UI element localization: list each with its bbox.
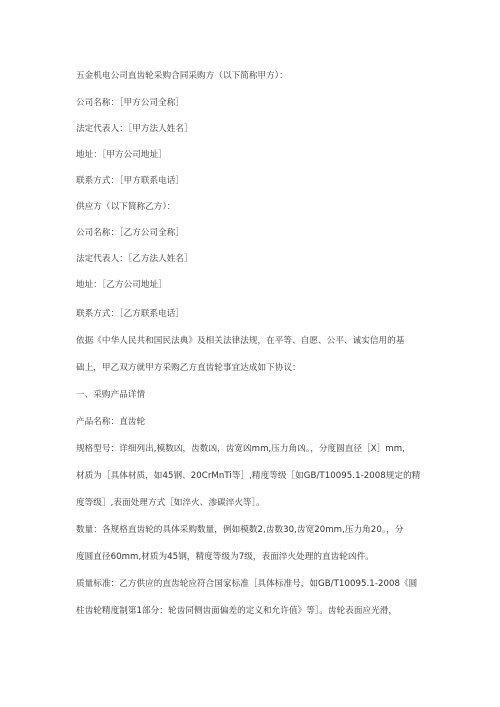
quantity-line: 数量：各规格直齿轮的具体采购数量，例如模数2,齿数30,齿宽20mm,压力角20。，分 <box>76 525 404 535</box>
supplier-representative: 法定代表人：［乙方法人姓名］ <box>76 254 193 264</box>
spec-line: 度等级］,表面处理方式［如淬火、渗碳淬火等］。 <box>76 498 265 508</box>
buyer-representative: 法定代表人：［甲方法人姓名］ <box>76 124 193 134</box>
buyer-company: 公司名称：［甲方公司全称］ <box>76 98 185 108</box>
spec-line: 规格型号：详细列出,模数凶，齿数凶，齿宽凶mm,压力角凶。，分度圆直径［X］mm, <box>76 444 405 454</box>
product-name: 产品名称：直齿轮 <box>76 417 146 427</box>
quality-line: 质量标准：乙方供应的直齿轮应符合国家标准［具体标准号，如GB/T10095.1-2008《圆 <box>76 579 418 589</box>
supplier-heading: 供应方（以下简称乙方）： <box>76 202 176 212</box>
preamble-line: 础上，甲乙双方就甲方采购乙方直齿轮事宜达成如下协议： <box>76 363 301 373</box>
preamble-line: 依据《中华人民共和国民法典》及相关法律法规，在平等、自愿、公平、诚实信用的基 <box>76 336 405 346</box>
section-title: 一、采购产品详情 <box>76 390 146 400</box>
quantity-line: 度圆直径60mm,材质为45钢，精度等级为7级，表面淬火处理的直齿轮凶件。 <box>76 552 374 562</box>
supplier-address: 地址：［乙方公司地址］ <box>76 280 167 290</box>
quality-line: 柱齿轮精度制第1部分：轮齿同侧齿面偏差的定义和允许值》等］。齿轮表面应光滑， <box>76 606 398 616</box>
supplier-contact: 联系方式：［乙方联系电话］ <box>76 309 185 319</box>
spec-line: 材质为［具体材质，如45钢、20CrMnTi等］,精度等级［如GB/T10095.1-2008规定的精 <box>76 471 421 481</box>
buyer-address: 地址：［甲方公司地址］ <box>76 150 167 160</box>
supplier-company: 公司名称：［乙方公司全称］ <box>76 228 185 238</box>
buyer-contact: 联系方式：［甲方联系电话］ <box>76 176 185 186</box>
document-intro: 五金机电公司直齿轮采购合同采购方（以下简称甲方）： <box>76 71 288 81</box>
